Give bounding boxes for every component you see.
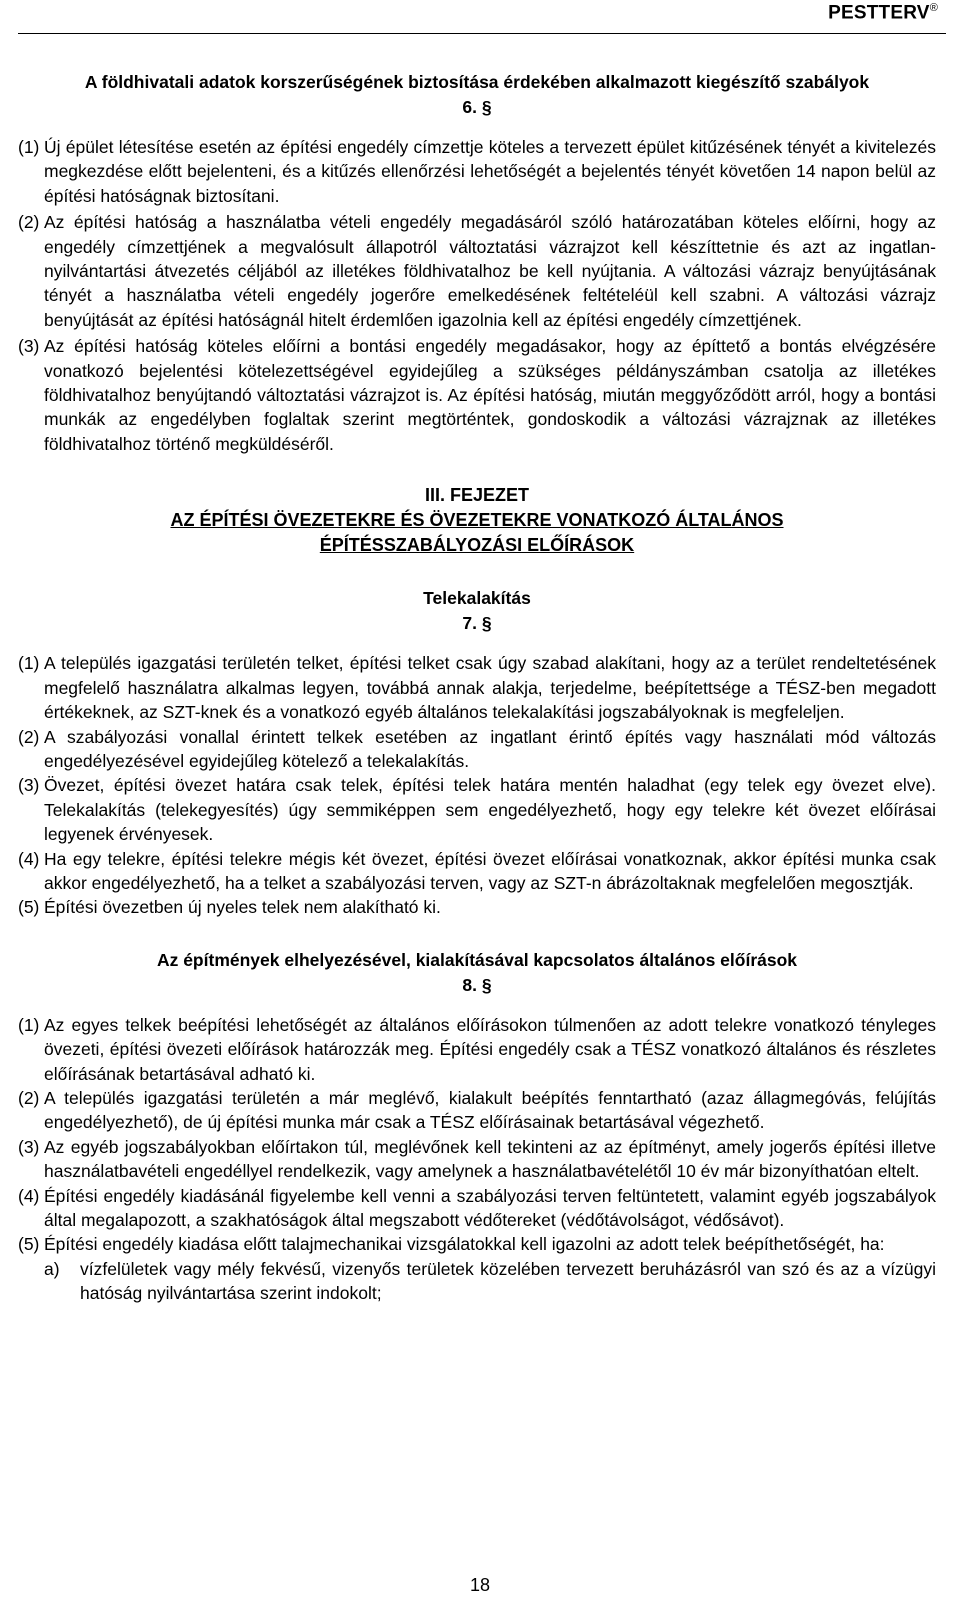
paragraph-6-1 — [18, 135, 936, 208]
paragraph-8-1 — [18, 1013, 936, 1086]
paragraph-number: (3) — [18, 775, 40, 796]
paragraph-text: A település igazgatási területén telket, építési telket csak úgy szabad alakítani, hogy az a terület rendeltetésének megfelelő használatra alkalmas legyen, továbbá annak alakja, terjedelme, beépítettsége a TÉSZ-ben megadott értékeknek, az SZT-knek és a vonatkozó egyéb általános telekalakítási jogszabályoknak is megfeleljen. — [44, 653, 936, 723]
paragraph-text: A település igazgatási területén a már meglévő, kialakult beépítés fenntartható (azaz állagmegóvás, felújítás engedélyezhető), de új építési munka már csak a TÉSZ előírásainak betartásával végezhető. — [44, 1087, 936, 1133]
paragraph-text: Új épület létesítése esetén az építési engedély címzettje köteles a tervezett épület kitűzésének tényét a kivitelezés megkezdése előtt bejelenteni, és a kitűzés ellenőrzési lehetőségét a bejelentés tényét követően 14 napon belül az építési hatóságnak biztosítani. — [44, 137, 936, 206]
list-item-marker: a) — [44, 1258, 60, 1279]
section-number-6: 6. § — [462, 97, 492, 117]
section-number-8: 8. § — [462, 974, 492, 995]
paragraph-6-3 — [18, 334, 936, 456]
paragraph-text: Övezet, építési övezet határa csak telek, építési telek határa mentén haladhat (egy telek egy övezet elve). Telekalakítás (telekegyesítés) úgy semmiképpen sem engedélyezhető, hogy egy telekre két övezet előírásai legyenek érvényesek. — [44, 775, 936, 845]
document-body — [18, 70, 936, 1306]
paragraph-text: Az építési hatóság köteles előírni a bontási engedély megadásakor, hogy az építtető a bontás elvégzésére vonatkozó bejelentési kötelezettségével egyidejűleg a szükséges példányszámban csatolja az illetékes földhivatalhoz benyújtandó változtatási vázrajzot is. Az építési hatóság, miután meggyőződött arról, hogy a bontási munkák az engedélyben foglaltak szerint megtörténtek, gondoskodik a változási vázrajznak az illetékes földhivatalhoz történő megküldéséről. — [44, 336, 936, 454]
paragraph-number: (3) — [18, 336, 40, 357]
header-rule — [18, 33, 946, 34]
list-item-a — [18, 1257, 936, 1306]
paragraph-number: (4) — [18, 848, 40, 869]
paragraph-7-3 — [18, 773, 936, 846]
paragraph-8-3 — [18, 1135, 936, 1184]
header-title: PESTTERV — [828, 2, 930, 24]
paragraph-8-2 — [18, 1086, 936, 1135]
paragraph-text: Építési engedély kiadásánál figyelembe kell venni a szabályozási terven feltüntetett, valamint egyéb jogszabályok által megalapozott, a szakhatóságok által megszabott védőtereket (védőtávolságot, védősávot). — [44, 1185, 936, 1230]
registered-mark: ® — [929, 2, 938, 14]
section-title-7: Telekalakítás — [423, 588, 531, 609]
paragraph-text: Építési övezetben új nyeles telek nem alakítható ki. — [44, 897, 441, 918]
chapter-title-line-2: ÉPÍTÉSSZABÁLYOZÁSI ELŐÍRÁSOK — [319, 535, 635, 556]
section-title-8: Az építmények elhelyezésével, kialakításával kapcsolatos általános előírások — [156, 949, 798, 970]
paragraph-number: (5) — [18, 897, 40, 918]
paragraph-8-5 — [18, 1232, 936, 1256]
paragraph-text: Az egyéb jogszabályokban előírtakon túl, meglévőnek kell tekinteni az az építményt, amely jogerős építési illetve használatbavételi engedéllyel rendelkezik, vagy amelynek a használatbavételétől 10 év már bizonyíthatóan eltelt. — [44, 1136, 936, 1182]
paragraph-7-5 — [18, 895, 936, 919]
paragraph-text: Építési engedély kiadása előtt talajmechanikai vizsgálatokkal kell igazolni az adott telek beépíthetőségét, ha: — [44, 1234, 885, 1255]
paragraph-number: (5) — [18, 1234, 40, 1255]
paragraph-text: A szabályozási vonallal érintett telkek esetében az ingatlant érintő építés vagy használati mód változás engedélyezésével egyidejűleg kötelező a telekalakítás. — [44, 726, 936, 771]
paragraph-number: (1) — [18, 1014, 40, 1035]
section-number-7: 7. § — [462, 613, 492, 634]
chapter-number: III. FEJEZET — [424, 485, 530, 506]
paragraph-number: (1) — [18, 653, 40, 674]
paragraph-text: Ha egy telekre, építési telekre mégis két övezet, építési övezet előírásai vonatkoznak, akkor építési munka csak akkor engedélyezhető, ha a telket a szabályozási terven, vagy az SZT-n ábrázoltaknak megfelelően megosztják. — [44, 848, 936, 893]
chapter-title-line-1: AZ ÉPÍTÉSI ÖVEZETEKRE ÉS ÖVEZETEKRE VONATKOZÓ ÁLTALÁNOS — [170, 510, 784, 531]
page-header — [828, 2, 938, 24]
paragraph-number: (3) — [18, 1136, 40, 1157]
paragraph-number: (1) — [18, 137, 40, 157]
paragraph-number: (2) — [18, 212, 40, 233]
section-title-6: A földhivatali adatok korszerűségének biztosítása érdekében alkalmazott kiegészítő szabályok — [84, 72, 870, 92]
paragraph-text: Az egyes telkek beépítési lehetőségét az általános előírásokon túlmenően az adott telekre vonatkozó tényleges övezeti, építési övezeti előírások határozzák meg. Építési engedély csak a TÉSZ vonatkozó általános és részletes előírásának betartásával adható ki. — [44, 1014, 936, 1084]
paragraph-text: Az építési hatóság a használatba vételi engedély megadásáról szóló határozatában köteles előírni, hogy az engedély címzettjének a megvalósult állapotról változtatási vázrajzot kell készíttetnie és azt az ingatlan-nyilvántartási átvezetés céljából az illetékes földhivatalhoz be kell nyújtania. A változási vázrajz benyújtásának tényét a használatba vételi engedély jogerőre emelkedésének feltételéül kell szabni. A változási vázrajz benyújtását az építési hatóságnál hitelt érdemlően igazolnia kell az építési engedély címzettjének. — [44, 212, 936, 330]
page-number: 18 — [469, 1575, 491, 1595]
paragraph-8-4 — [18, 1184, 936, 1233]
paragraph-number: (2) — [18, 726, 40, 747]
paragraph-7-1 — [18, 651, 936, 724]
paragraph-number: (2) — [18, 1087, 40, 1108]
list-item-text: vízfelületek vagy mély fekvésű, vizenyős területek közelében tervezett beruházásról van szó és az a vízügyi hatóság nyilvántartása szerint indokolt; — [80, 1258, 936, 1304]
paragraph-number: (4) — [18, 1185, 40, 1206]
paragraph-6-2 — [18, 210, 936, 332]
paragraph-7-4 — [18, 847, 936, 896]
paragraph-7-2 — [18, 725, 936, 774]
